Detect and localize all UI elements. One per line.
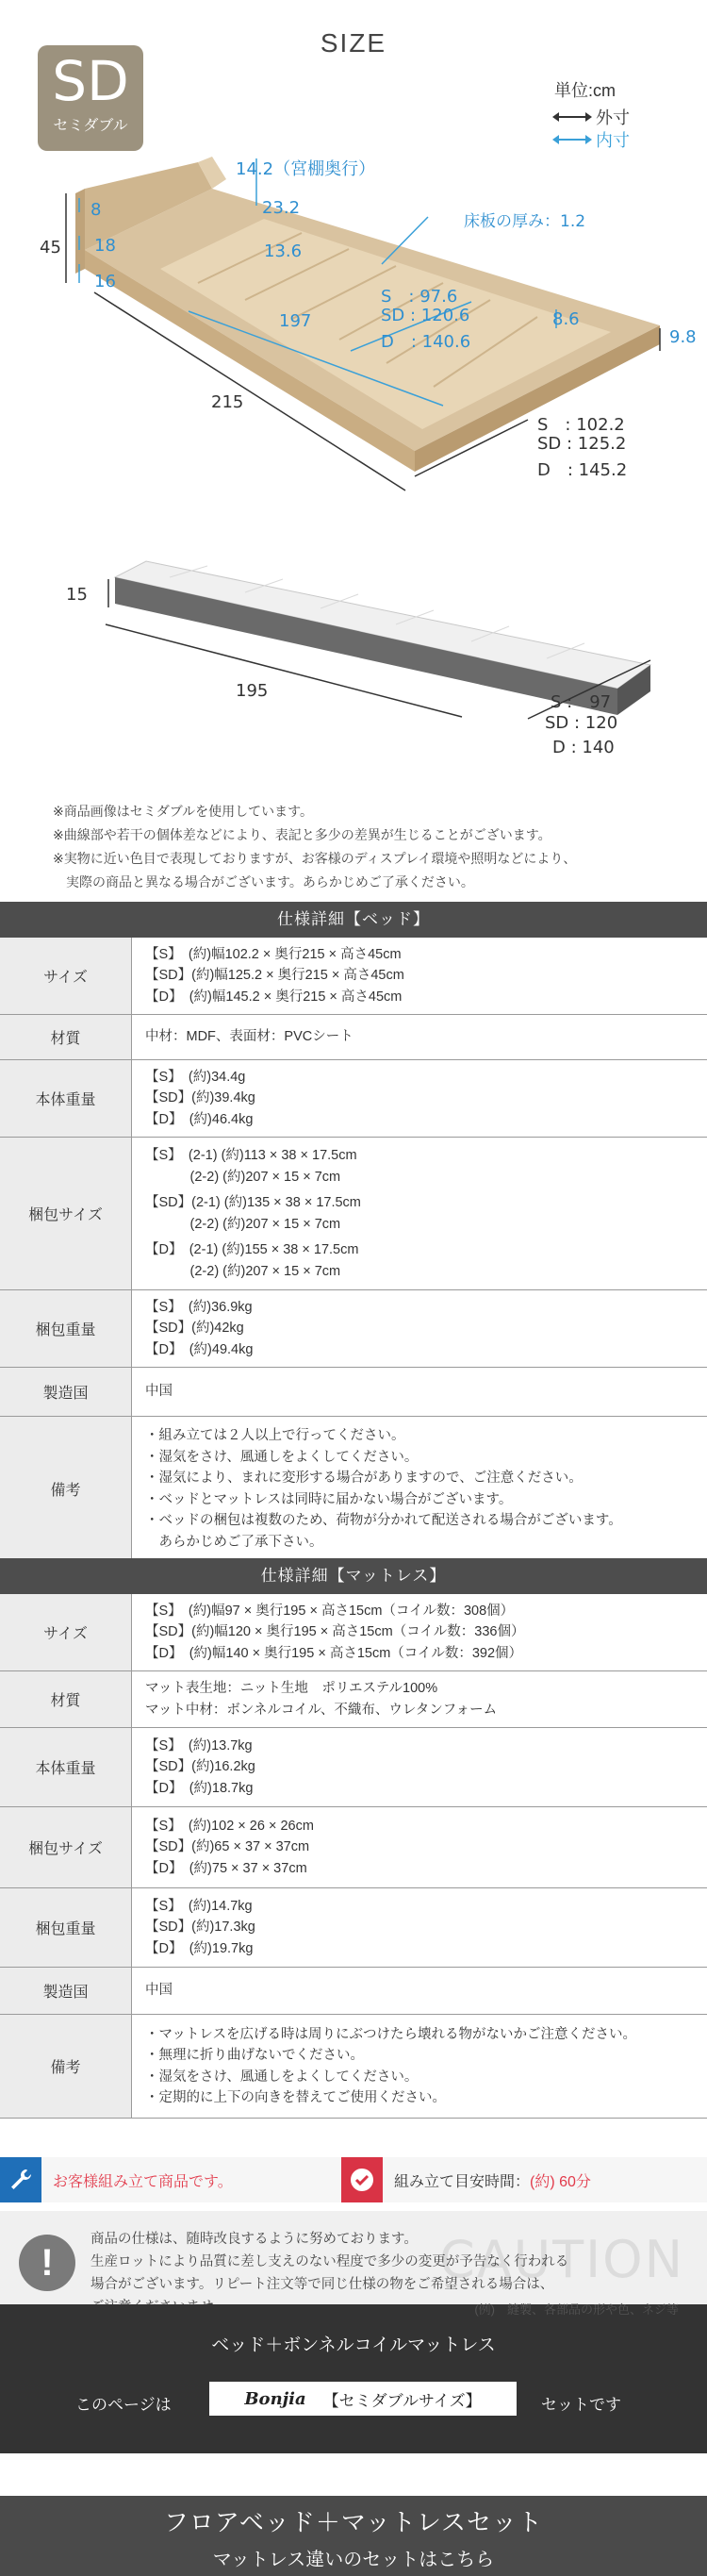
spec-line: 【SD】(約)16.2kg <box>145 1759 255 1775</box>
spec-value <box>132 1728 707 1806</box>
mattress-length-label: 195 <box>236 681 269 701</box>
assembly-notice-text: お客様組み立て商品です。 <box>53 2173 233 2190</box>
spec-label: 本体重量 <box>0 1060 132 1137</box>
spec-row-package-size <box>0 1138 707 1290</box>
dim-16-label: 16 <box>94 272 116 291</box>
spec-line: 【D】 (約)19.7kg <box>145 1940 254 1956</box>
inner-width-s-label: S : 97.6 <box>381 287 458 307</box>
set-info-prefix: このページは <box>75 2396 172 2414</box>
spec-line: (2-2) (約)207 × 15 × 7cm <box>145 1169 341 1185</box>
outer-width-s-label: S : 102.2 <box>537 415 625 435</box>
assembly-time-notice <box>341 2157 707 2202</box>
spec-line: (2-2) (約)207 × 15 × 7cm <box>145 1263 341 1279</box>
note-line: 実際の商品と異なる場合がございます。あらかじめご了承ください。 <box>53 874 474 889</box>
set-info-suffix: セットです <box>541 2396 621 2414</box>
spec-line: 【S】 (約)102 × 26 × 26cm <box>145 1818 314 1834</box>
spec-line: ・組み立ては２人以上で行ってください。 <box>145 1428 405 1443</box>
floor-thickness-label: 床板の厚み：1.2 <box>464 212 586 231</box>
spec-line: 【D】 (約)49.4kg <box>145 1341 254 1357</box>
spec-line: 【S】 (約)幅97 × 奥行195 × 高さ15cm（コイル数：308個） <box>145 1603 515 1619</box>
spec-row-size <box>0 1594 707 1671</box>
spec-line: 【D】 (約)18.7kg <box>145 1780 254 1796</box>
spec-row-origin <box>0 1368 707 1417</box>
clock-check-icon <box>341 2157 383 2202</box>
inner-width-sd-label: SD : 120.6 <box>381 306 470 325</box>
caution-line: 生産ロットにより品質に差し支えのない程度で多少の変更が予告なく行われる <box>90 2254 569 2269</box>
spec-line: 【S】 (約)36.9kg <box>145 1299 253 1315</box>
spec-line: マット表生地：ニット生地 ポリエステル100% <box>145 1681 438 1696</box>
spec-label: 製造国 <box>0 1368 132 1416</box>
spec-line: ・定期的に上下の向きを替えてご使用ください。 <box>145 2090 446 2105</box>
dim-86-label: 8.6 <box>552 309 580 329</box>
set-info-title: ベッド＋ボンネルコイルマットレス <box>211 2335 496 2355</box>
mattress-height-label: 15 <box>66 585 88 605</box>
spec-value <box>132 2015 707 2118</box>
other-sets-title: フロアベッド＋マットレスセット <box>163 2508 544 2536</box>
spec-label: 梱包重量 <box>0 1290 132 1367</box>
spec-line: 【SD】(約)幅125.2 × 奥行215 × 高さ45cm <box>145 968 404 984</box>
spec-label: 梱包サイズ <box>0 1138 132 1289</box>
spec-value <box>132 1138 707 1289</box>
spec-line: 中国 <box>145 1384 173 1400</box>
spec-line: 【S】 (約)13.7kg <box>145 1737 253 1753</box>
spec-line: 【D】 (約)幅145.2 × 奥行215 × 高さ45cm <box>145 989 403 1005</box>
spec-line: 【SD】(約)幅120 × 奥行195 × 高さ15cm（コイル数：336個） <box>145 1624 525 1640</box>
spec-line: 【SD】(約)17.3kg <box>145 1920 255 1936</box>
other-sets-subtitle: マットレス違いのセットはこちら <box>212 2550 495 2570</box>
unit-title: 単位:cm <box>554 81 616 100</box>
spec-value <box>132 1807 707 1887</box>
spec-line: ・マットレスを広げる時は周りにぶつけたら壊れる物がないかご注意ください。 <box>145 2026 636 2042</box>
spec-row-material <box>0 1671 707 1728</box>
spec-row-package-weight <box>0 1290 707 1368</box>
product-notes <box>53 800 576 894</box>
assembly-time-label: 組み立て目安時間： <box>394 2173 531 2190</box>
spec-value <box>132 1015 707 1059</box>
outer-legend-label: 外寸 <box>596 108 630 127</box>
inner-length-label: 197 <box>279 311 312 331</box>
spec-row-remarks <box>0 2015 707 2119</box>
brand-logo: Bonjia <box>244 2388 306 2409</box>
spec-label: 梱包重量 <box>0 1888 132 1967</box>
assembly-time-value: (約) 60分 <box>530 2173 591 2190</box>
spec-row-package-weight <box>0 1888 707 1968</box>
set-info-banner <box>0 2304 707 2453</box>
inner-width-d-label: D : 140.6 <box>381 332 471 352</box>
spec-line: ・湿気をさけ、風通しをよくしてください。 <box>145 2069 419 2085</box>
spec-value <box>132 1968 707 2014</box>
spec-line: あらかじめご了承下さい。 <box>145 1534 323 1550</box>
bed-diagram <box>0 0 707 773</box>
spec-label: 製造国 <box>0 1968 132 2014</box>
spec-value <box>132 1671 707 1727</box>
spec-row-weight <box>0 1060 707 1138</box>
spec-line: マット中材：ボンネルコイル、不織布、ウレタンフォーム <box>145 1702 498 1718</box>
mattress-width-s-label: S : 97 <box>551 692 612 712</box>
size-badge-code: SD <box>52 49 129 113</box>
dim-8-label: 8 <box>90 200 102 220</box>
wrench-icon <box>0 2157 41 2202</box>
outer-length-label: 215 <box>211 392 244 412</box>
spec-row-weight <box>0 1728 707 1807</box>
spec-line: 【D】 (2-1) (約)155 × 38 × 17.5cm <box>145 1242 359 1257</box>
spec-label: 本体重量 <box>0 1728 132 1806</box>
outer-width-sd-label: SD : 125.2 <box>537 434 627 454</box>
other-sets-banner[interactable] <box>0 2496 707 2576</box>
mattress-width-sd-label: SD : 120 <box>545 713 618 733</box>
spec-value <box>132 1060 707 1137</box>
dim-18-label: 18 <box>94 236 116 256</box>
spec-value <box>132 1417 707 1561</box>
spec-line: 【S】 (2-1) (約)113 × 38 × 17.5cm <box>145 1148 357 1163</box>
spec-label: 材質 <box>0 1015 132 1059</box>
spec-label: サイズ <box>0 1594 132 1670</box>
spec-row-size <box>0 938 707 1015</box>
spec-label: 備考 <box>0 1417 132 1561</box>
size-title: SIZE <box>320 28 387 58</box>
spec-line: 【SD】(約)39.4kg <box>145 1090 255 1106</box>
set-size-label: 【セミダブルサイズ】 <box>322 2391 482 2410</box>
spec-label: サイズ <box>0 938 132 1014</box>
headboard-side <box>75 189 85 274</box>
spec-row-remarks <box>0 1417 707 1562</box>
note-line: ※商品画像はセミダブルを使用しています。 <box>53 804 314 819</box>
spec-row-material <box>0 1015 707 1060</box>
bed-spec-table <box>0 938 707 1562</box>
spec-line: 中国 <box>145 1983 173 1999</box>
spec-line: ・ベッドとマットレスは同時に届かない場合がございます。 <box>145 1491 513 1507</box>
dim-23-label: 23.2 <box>262 198 301 218</box>
size-badge-label: セミダブル <box>53 118 128 134</box>
mattress-top <box>115 561 650 689</box>
spec-line: 【D】 (約)幅140 × 奥行195 × 高さ15cm（コイル数：392個） <box>145 1645 523 1661</box>
spec-line: 【SD】(約)65 × 37 × 37cm <box>145 1839 310 1855</box>
shelf-depth-label: 14.2（宮棚奥行） <box>236 159 376 179</box>
spec-value <box>132 1594 707 1670</box>
spec-label: 備考 <box>0 2015 132 2118</box>
mattress-width-d-label: D : 140 <box>552 738 615 757</box>
note-line: ※曲線部や若干の個体差などにより、表記と多少の差異が生じることがございます。 <box>53 827 551 842</box>
spec-line: ・ベッドの梱包は複数のため、荷物が分かれて配送される場合がございます。 <box>145 1513 622 1528</box>
caution-example: (例) 縫製、各部品の形や色、ネジ等 <box>474 2302 679 2317</box>
mattress-spec-table <box>0 1594 707 2119</box>
note-line: ※実物に近い色目で表現しておりますが、お客様のディスプレイ環境や照明などにより、 <box>53 851 577 866</box>
spec-row-origin <box>0 1968 707 2015</box>
spec-value <box>132 938 707 1014</box>
brand-size-box <box>209 2382 517 2416</box>
spec-value <box>132 1888 707 1967</box>
dim-98-label: 9.8 <box>669 327 697 347</box>
caution-watermark: CAUTION <box>439 2230 684 2289</box>
spec-line: ・湿気により、まれに変形する場合がありますので、ご注意ください。 <box>145 1471 583 1486</box>
spec-line: 【D】 (約)46.4kg <box>145 1111 254 1127</box>
caution-line: 商品の仕様は、随時改良するように努めております。 <box>90 2232 418 2247</box>
spec-line: 【S】 (約)14.7kg <box>145 1898 253 1914</box>
spec-line: ・湿気をさけ、風通しをよくしてください。 <box>145 1449 419 1465</box>
spec-line: 【D】 (約)75 × 37 × 37cm <box>145 1860 307 1876</box>
spec-line: 【S】 (約)34.4g <box>145 1069 246 1085</box>
dim-13-label: 13.6 <box>264 241 303 261</box>
spec-line: (2-2) (約)207 × 15 × 7cm <box>145 1216 341 1232</box>
spec-line: 中材：MDF、表面材：PVCシート <box>145 1029 354 1045</box>
spec-line: 【S】 (約)幅102.2 × 奥行215 × 高さ45cm <box>145 946 402 962</box>
spec-label: 梱包サイズ <box>0 1807 132 1887</box>
assembly-notice <box>0 2157 341 2202</box>
outer-width-d-label: D : 145.2 <box>537 460 628 480</box>
caution-line: 場合がございます。リピート注文等で同じ仕様の物をご希望される場合は、 <box>90 2277 554 2292</box>
inner-legend-label: 内寸 <box>596 131 630 150</box>
mattress-spec-header: 仕様詳細【マットレス】 <box>0 1558 707 1594</box>
spec-label: 材質 <box>0 1671 132 1727</box>
spec-value <box>132 1290 707 1367</box>
dim-45-label: 45 <box>40 238 61 258</box>
spec-line: ・無理に折り曲げないでください。 <box>145 2048 364 2063</box>
bed-spec-header: 仕様詳細【ベッド】 <box>0 902 707 938</box>
spec-line: 【SD】(2-1) (約)135 × 38 × 17.5cm <box>145 1195 361 1210</box>
spec-row-package-size <box>0 1807 707 1888</box>
spec-value <box>132 1368 707 1416</box>
assembly-time-text <box>394 2169 591 2191</box>
spec-line: 【SD】(約)42kg <box>145 1321 244 1337</box>
exclamation-icon: ! <box>19 2235 75 2291</box>
